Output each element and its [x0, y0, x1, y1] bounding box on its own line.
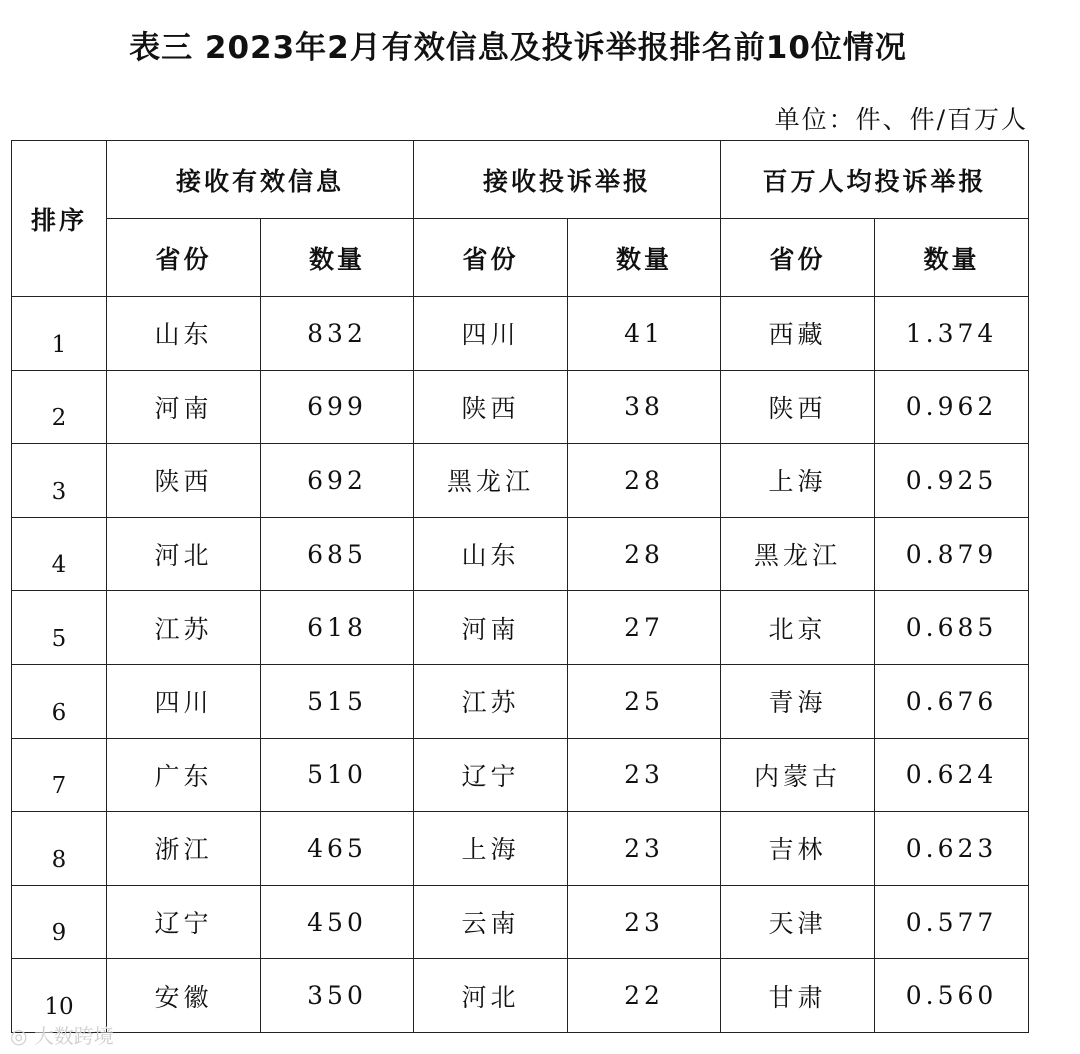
count-cell: 0.560 — [875, 959, 1029, 1033]
count-cell: 28 — [568, 444, 721, 518]
province-cell: 浙江 — [107, 812, 261, 886]
rank-cell: 5 — [12, 591, 107, 665]
rank-cell: 6 — [12, 664, 107, 738]
header-valid-info: 接收有效信息 — [107, 141, 414, 219]
province-cell: 上海 — [414, 812, 568, 886]
count-cell: 23 — [568, 812, 721, 886]
province-cell: 河北 — [414, 959, 568, 1033]
province-cell: 黑龙江 — [721, 517, 875, 591]
province-cell: 吉林 — [721, 812, 875, 886]
province-cell: 四川 — [107, 664, 261, 738]
table-row — [12, 738, 1029, 812]
province-cell: 河南 — [414, 591, 568, 665]
count-cell: 0.577 — [875, 885, 1029, 959]
watermark-text: 大数跨境 — [33, 1024, 114, 1048]
count-cell: 38 — [568, 370, 721, 444]
province-cell: 江苏 — [414, 664, 568, 738]
province-cell: 北京 — [721, 591, 875, 665]
province-cell: 山东 — [414, 517, 568, 591]
province-cell: 甘肃 — [721, 959, 875, 1033]
count-cell: 22 — [568, 959, 721, 1033]
rank-cell: 1 — [12, 297, 107, 371]
count-cell: 1.374 — [875, 297, 1029, 371]
count-cell: 692 — [261, 444, 414, 518]
count-cell: 515 — [261, 664, 414, 738]
count-cell: 23 — [568, 738, 721, 812]
count-cell: 41 — [568, 297, 721, 371]
count-cell: 0.676 — [875, 664, 1029, 738]
table-row — [12, 370, 1029, 444]
table-row — [12, 517, 1029, 591]
count-cell: 0.962 — [875, 370, 1029, 444]
count-cell: 25 — [568, 664, 721, 738]
header-province: 省份 — [721, 219, 875, 297]
rank-cell: 7 — [12, 738, 107, 812]
rank-cell: 9 — [12, 885, 107, 959]
province-cell: 陕西 — [721, 370, 875, 444]
count-cell: 832 — [261, 297, 414, 371]
count-cell: 350 — [261, 959, 414, 1033]
count-cell: 0.685 — [875, 591, 1029, 665]
province-cell: 辽宁 — [414, 738, 568, 812]
header-count: 数量 — [875, 219, 1029, 297]
count-cell: 0.623 — [875, 812, 1029, 886]
count-cell: 699 — [261, 370, 414, 444]
header-province: 省份 — [107, 219, 261, 297]
count-cell: 465 — [261, 812, 414, 886]
province-cell: 广东 — [107, 738, 261, 812]
province-cell: 黑龙江 — [414, 444, 568, 518]
count-cell: 0.925 — [875, 444, 1029, 518]
header-rank: 排序 — [12, 141, 107, 297]
table-row — [12, 959, 1029, 1033]
province-cell: 四川 — [414, 297, 568, 371]
watermark — [10, 1020, 114, 1049]
table-row — [12, 444, 1029, 518]
rank-cell: 10 — [12, 959, 107, 1033]
ranking-table — [11, 140, 1029, 1033]
table-row — [12, 812, 1029, 886]
rank-cell: 3 — [12, 444, 107, 518]
province-cell: 上海 — [721, 444, 875, 518]
table-row — [12, 591, 1029, 665]
unit-label: 单位：件、件/百万人 — [774, 105, 1028, 134]
count-cell: 0.624 — [875, 738, 1029, 812]
rank-cell: 8 — [12, 812, 107, 886]
province-cell: 河南 — [107, 370, 261, 444]
count-cell: 510 — [261, 738, 414, 812]
province-cell: 陕西 — [414, 370, 568, 444]
province-cell: 陕西 — [107, 444, 261, 518]
table-row — [12, 885, 1029, 959]
header-province: 省份 — [414, 219, 568, 297]
province-cell: 天津 — [721, 885, 875, 959]
header-count: 数量 — [568, 219, 721, 297]
province-cell: 安徽 — [107, 959, 261, 1033]
rank-cell: 4 — [12, 517, 107, 591]
table-row — [12, 664, 1029, 738]
table-row — [12, 297, 1029, 371]
count-cell: 0.879 — [875, 517, 1029, 591]
province-cell: 青海 — [721, 664, 875, 738]
province-cell: 河北 — [107, 517, 261, 591]
count-cell: 28 — [568, 517, 721, 591]
count-cell: 450 — [261, 885, 414, 959]
count-cell: 685 — [261, 517, 414, 591]
rank-cell: 2 — [12, 370, 107, 444]
header-complaints: 接收投诉举报 — [414, 141, 721, 219]
province-cell: 辽宁 — [107, 885, 261, 959]
count-cell: 23 — [568, 885, 721, 959]
province-cell: 云南 — [414, 885, 568, 959]
header-count: 数量 — [261, 219, 414, 297]
province-cell: 山东 — [107, 297, 261, 371]
count-cell: 27 — [568, 591, 721, 665]
table-title: 表三 2023年2月有效信息及投诉举报排名前10位情况 — [129, 30, 907, 66]
header-per-million: 百万人均投诉举报 — [721, 141, 1029, 219]
province-cell: 江苏 — [107, 591, 261, 665]
watermark-icon: ◎ — [10, 1024, 28, 1048]
province-cell: 内蒙古 — [721, 738, 875, 812]
table-body — [12, 297, 1029, 1033]
province-cell: 西藏 — [721, 297, 875, 371]
count-cell: 618 — [261, 591, 414, 665]
